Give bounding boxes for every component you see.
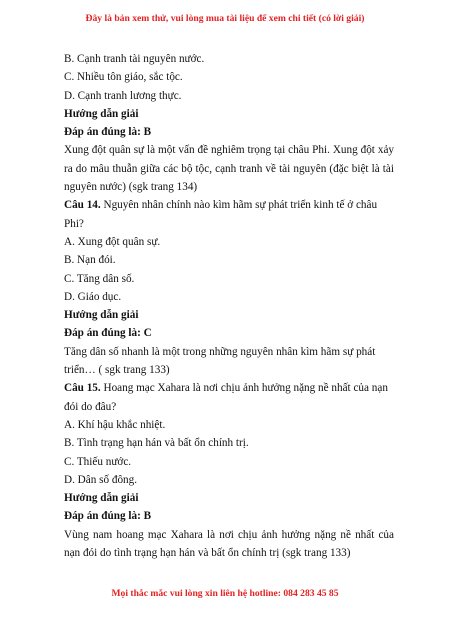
option-a: A. Khí hậu khắc nhiệt. (64, 418, 166, 431)
solution-heading: Hướng dẫn giải (64, 492, 139, 505)
option-c: C. Nhiều tôn giáo, sắc tộc. (64, 71, 183, 84)
option-b: B. Tình trạng hạn hán và bất ổn chính trị. (64, 437, 249, 450)
preview-banner: Đây là bản xem thử, vui lòng mua tài liệu để xem chi tiết (có lời giải) (85, 13, 365, 24)
question-text: Nguyên nhân chính nào kìm hãm sự phát triển kinh tế ở châu Phi? (64, 199, 378, 230)
question-15 (64, 379, 394, 416)
explanation: Tăng dân số nhanh là một trong những nguyên nhân kìm hãm sự phát triển… ( sgk trang 133) (64, 345, 376, 377)
option-a: A. Xung đột quân sự. (64, 235, 161, 248)
option-d: D. Dân số đông. (64, 473, 138, 486)
question-14 (64, 196, 394, 233)
option-d: D. Giáo dục. (64, 290, 122, 303)
option-d: D. Cạnh tranh lương thực. (64, 89, 182, 102)
hotline-footer: Mọi thắc mắc vui lòng xin liên hệ hotline: 084 283 45 85 (111, 588, 339, 599)
explanation: Vùng nam hoang mạc Xahara là nơi chịu ảnh hưởng nặng nề nhất của nạn đói do tình trạng hạn hán và bất ổn chính trị (sgk trang 133) (64, 528, 394, 560)
option-c: C. Tăng dân số. (64, 272, 135, 285)
correct-answer: Đáp án đúng là: B (64, 510, 152, 523)
option-c: C. Thiếu nước. (64, 455, 132, 468)
solution-heading: Hướng dẫn giải (64, 107, 139, 120)
solution-heading: Hướng dẫn giải (64, 309, 139, 322)
question-label: Câu 15. (64, 382, 101, 395)
question-text: Hoang mạc Xahara là nơi chịu ảnh hưởng nặng nề nhất của nạn đói do đâu? (64, 382, 388, 413)
explanation: Xung đột quân sự là một vấn đề nghiêm trọng tại châu Phi. Xung đột xảy ra do mâu thuẫn giữa các bộ tộc, cạnh tranh về tài nguyên (đặc biệt là tài nguyên nước) (sgk trang 134) (64, 144, 394, 194)
option-b: B. Nạn đói. (64, 254, 116, 267)
option-b: B. Cạnh tranh tài nguyên nước. (64, 53, 205, 65)
question-label: Câu 14. (64, 199, 101, 212)
document-body (64, 50, 394, 562)
correct-answer: Đáp án đúng là: C (64, 327, 152, 340)
correct-answer: Đáp án đúng là: B (64, 126, 152, 139)
